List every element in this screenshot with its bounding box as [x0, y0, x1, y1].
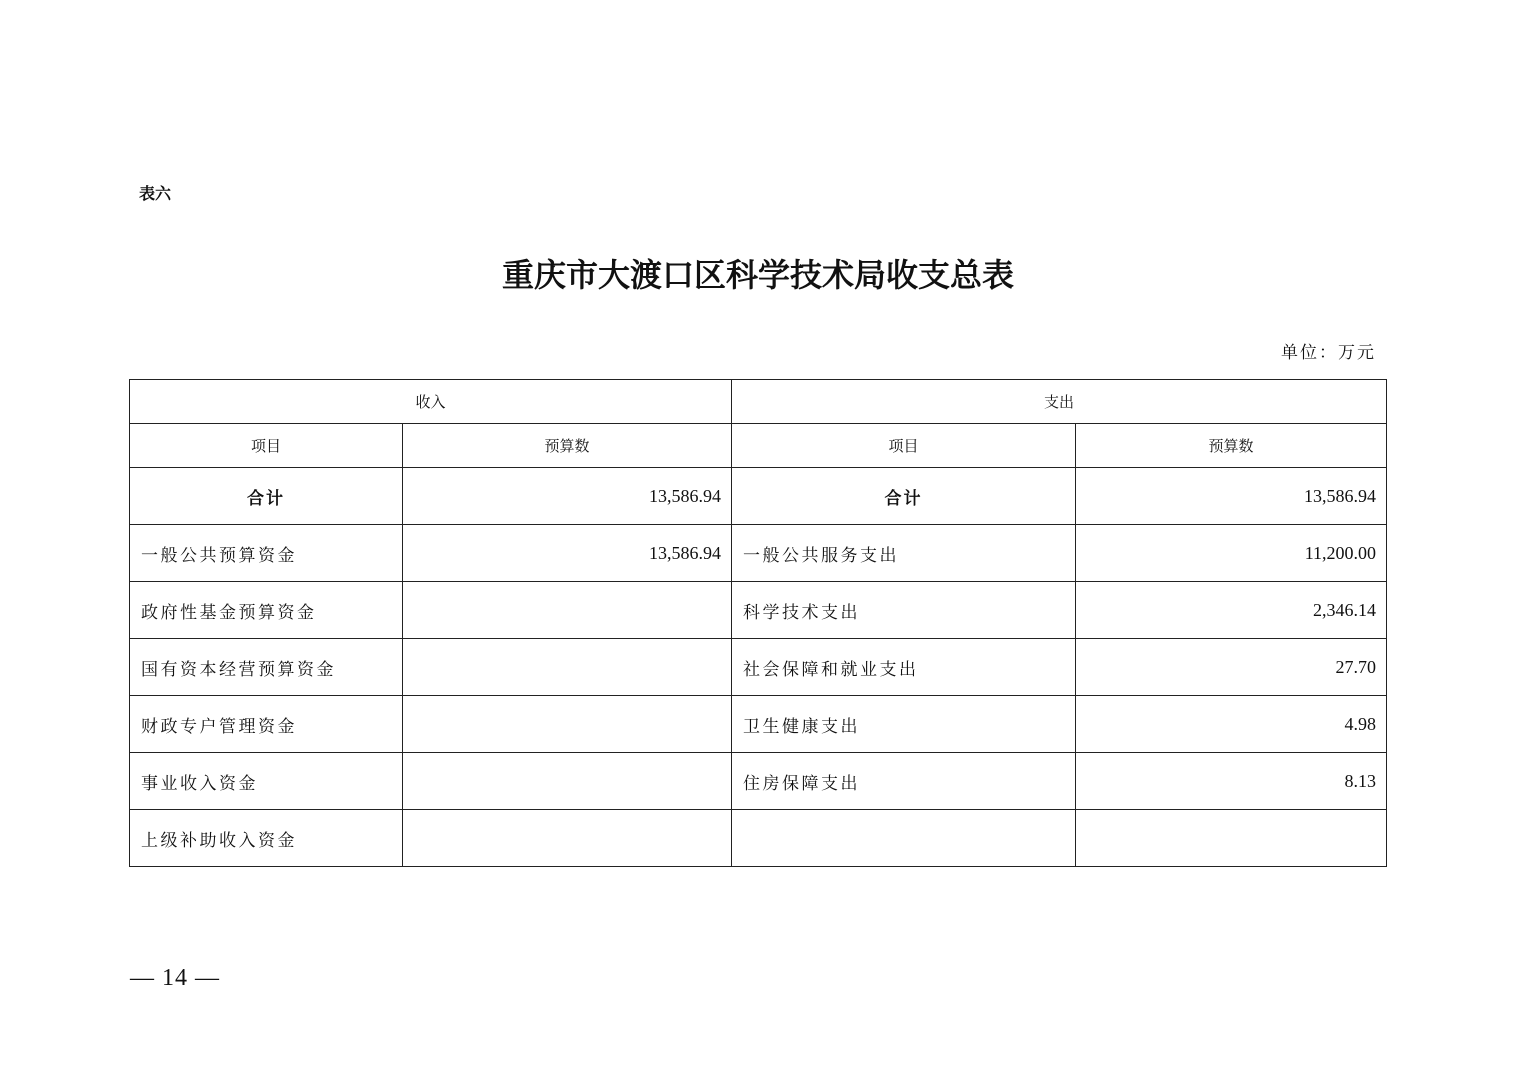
total-row	[130, 468, 1387, 525]
table-row	[130, 696, 1387, 753]
income-amount-cell	[403, 639, 732, 696]
table-label: 表六	[139, 184, 172, 203]
income-group-header: 收入	[130, 380, 732, 424]
income-expense-summary-table	[129, 379, 1387, 867]
income-item-cell: 国有资本经营预算资金	[130, 639, 403, 696]
income-item-cell: 政府性基金预算资金	[130, 582, 403, 639]
income-total-label: 合计	[130, 468, 403, 525]
expense-total-amount: 13,586.94	[1076, 468, 1387, 525]
expense-group-header: 支出	[732, 380, 1387, 424]
expense-item-cell: 科学技术支出	[732, 582, 1076, 639]
income-budget-column-header: 预算数	[403, 424, 732, 468]
expense-item-cell: 住房保障支出	[732, 753, 1076, 810]
income-amount-cell	[403, 696, 732, 753]
expense-amount-cell: 11,200.00	[1076, 525, 1387, 582]
expense-amount-cell: 4.98	[1076, 696, 1387, 753]
income-item-cell: 一般公共预算资金	[130, 525, 403, 582]
income-amount-cell: 13,586.94	[403, 525, 732, 582]
expense-item-cell: 卫生健康支出	[732, 696, 1076, 753]
expense-total-label: 合计	[732, 468, 1076, 525]
expense-amount-cell: 8.13	[1076, 753, 1387, 810]
income-item-cell: 事业收入资金	[130, 753, 403, 810]
unit-label: 单位：万元	[1281, 343, 1376, 363]
income-total-amount: 13,586.94	[403, 468, 732, 525]
income-amount-cell	[403, 582, 732, 639]
income-item-cell: 上级补助收入资金	[130, 810, 403, 867]
income-amount-cell	[403, 753, 732, 810]
expense-item-cell: 社会保障和就业支出	[732, 639, 1076, 696]
expense-amount-cell: 2,346.14	[1076, 582, 1387, 639]
expense-item-column-header: 项目	[732, 424, 1076, 468]
document-title: 重庆市大渡口区科学技术局收支总表	[501, 256, 1014, 294]
table-row	[130, 525, 1387, 582]
expense-amount-cell	[1076, 810, 1387, 867]
income-item-column-header: 项目	[130, 424, 403, 468]
table-row	[130, 639, 1387, 696]
table-row	[130, 582, 1387, 639]
expense-amount-cell: 27.70	[1076, 639, 1387, 696]
page-number: — 14 —	[130, 965, 220, 991]
expense-budget-column-header: 预算数	[1076, 424, 1387, 468]
table-group-header-row	[130, 380, 1387, 424]
table-row	[130, 753, 1387, 810]
income-item-cell: 财政专户管理资金	[130, 696, 403, 753]
table-row	[130, 810, 1387, 867]
expense-item-cell: 一般公共服务支出	[732, 525, 1076, 582]
table-column-header-row	[130, 424, 1387, 468]
expense-item-cell	[732, 810, 1076, 867]
income-amount-cell	[403, 810, 732, 867]
